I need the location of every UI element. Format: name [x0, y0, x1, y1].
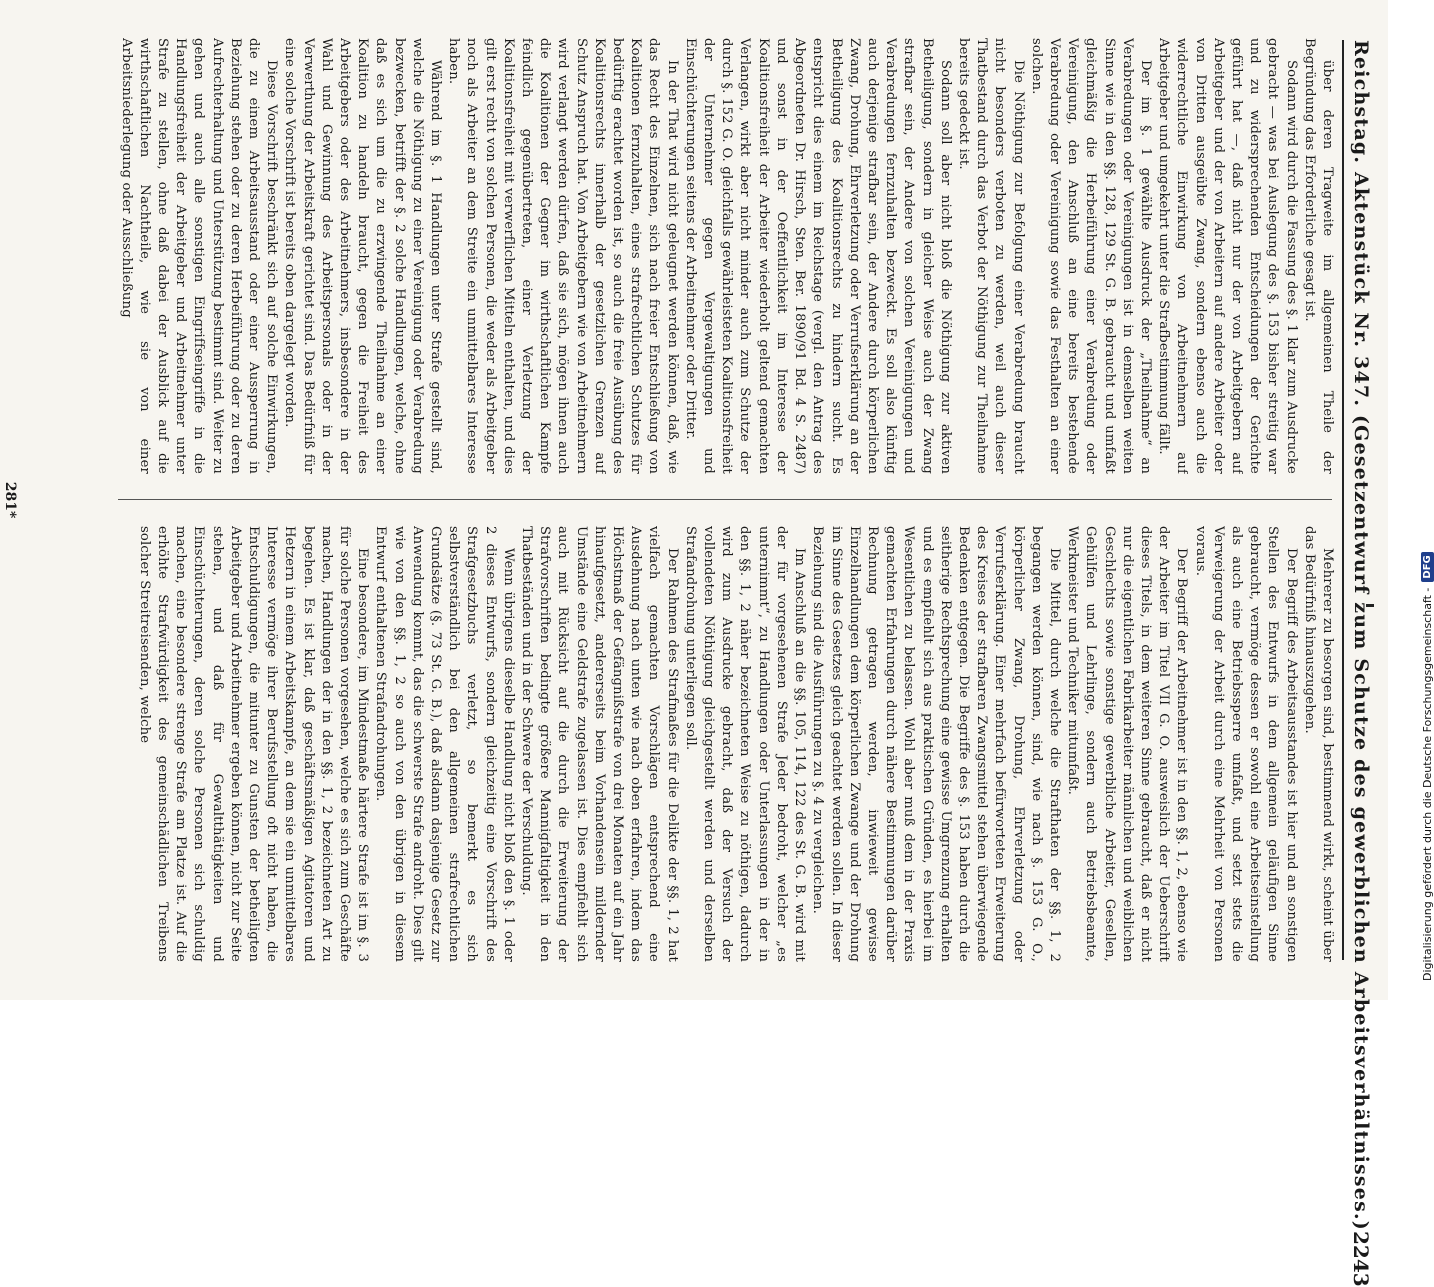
printer-signature: 281* [2, 481, 18, 519]
paragraph: Sodann soll aber nicht bloß die Nöthigung zur aktiven Betheiligung, sondern in gleicher Weise auch der Zwang strafbar sein, der Andere von solchen Vereinigungen und Verabredungen fernzuhalten bezweckt. Es soll also künftig auch derjenige strafbar sein, der Andere durch körperlichen Zwang, Drohung, Ehrverletzung oder Verrufserklärung an der Betheiligung des Koalitionsrechts zu hindern sucht. Es entspricht dies einem im Reichstage (vergl. den Antrag des Abgeordneten Dr. Hirsch, Sten. Ber. 1890/91 Bd. 4 S. 2487) und sonst in der Oeffentlichkeit im Interesse der Koalitionsfreiheit der Arbeiter wiederholt geltend gemachten Verlangen, wirkt aber nicht minder auch zum Schutze der durch §. 152 G. O. gleichfalls gewährleisteten Koalitionsfreiheit der Unternehmer gegen Vergewaltigungen und Einschüchterungen seitens der Arbeitnehmer oder Dritter. [682, 38, 953, 474]
page-number: 2243 [1349, 1231, 1373, 1287]
paragraph: Mehrerer zu besorgen sind, bestimmend wirkt, scheint über das Bedürfniß hinauszugehen. [1301, 526, 1335, 962]
column-divider [118, 499, 1332, 500]
digitization-watermark [1396, 0, 1434, 1000]
paragraph: Der Rahmen des Strafmaßes für die Delikte der §§. 1, 2 hat vielfach gemachten Vorschlägen entsprechend eine Ausdehnung nach unten wie nach oben erfahren, indem das Höchstmaß der Gefängnißstrafe von drei Monaten auf ein Jahr hinaufgesetzt, andererseits beim Vorhandensein mildernder Umstände eine Geldstrafe zugelassen ist. Dies empfiehlt sich auch mit Rücksicht auf die durch die Erweiterung der Strafvorschriften bedingte größere Mannigfaltigkeit in den Thatbeständen und in der Schwere der Verschuldung. [519, 526, 680, 962]
paragraph: über deren Tragweite im allgemeinen Theile der Begründung das Erforderliche gesagt ist. [1301, 38, 1335, 474]
text-column-left [36, 38, 1336, 474]
paragraph: Während im §. 1 Handlungen unter Strafe gestellt sind, welche die Nöthigung zu einer Vereinigung oder Verabredung bezwecken, betrifft der §. 2 solche Handlungen, welche, ohne daß es sich um die zu erzwingende Theilnahme an einer Koalition zu handeln braucht, gegen die Freiheit des Arbeitgebers oder des Arbeitnehmers, insbesondere in der Wahl und Gewinnung des Arbeitspersonals oder in der Verwerthung der Arbeitskraft gerichtet sind. Das Bedürfniß für eine solche Vorschrift ist bereits oben dargelegt worden. [282, 38, 444, 474]
paragraph: Wenn übrigens dieselbe Handlung nicht bloß den §. 1 oder 2 dieses Entwurfs, sondern gleichzeitig eine Vorschrift des Strafgesetzbuchs verletzt, so bemerkt es sich selbstverständlich bei den allgemeinen strafrechtlichen Grundsätze (§. 73 St. G. B.), daß alsdann dasjenige Gesetz zur Anwendung kommt, das die schwerste Strafe androht. Dies gilt wie von den §§. 1, 2 so auch von den übrigen in diesem Entwurf enthaltenen Strafandrohungen. [373, 526, 516, 962]
paragraph: Diese Vorschrift beschränkt sich auf solche Einwirkungen, die zu einem Arbeitsausstand oder einer Aussperrung in Beziehung stehen oder zu deren Herbeiführung oder zu deren Aufrechterhaltung und Unterstützung bestimmt sind. Weiter zu gehen und auch alle sonstigen Eingriffseingriffe in die Handlungsfreiheit der Arbeitgeber und Arbeitnehmer unter Strafe zu stellen, ohne daß dabei der Ausblick auf die wirthschaftlichen Nachtheile, wie sie von einer Arbeitsniederlegung oder Ausschließung [118, 38, 280, 474]
paragraph: Eine besondere, im Mindestmaße härtere Strafe ist im §. 3 für solche Personen vorgesehen, welche es sich zum Geschäfte machen, Handlungen der in den §§. 1, 2 bezeichneten Art zu begehen. Es ist klar, daß geschäftsmäßigen Agitatoren und Hetzern in einem Arbeitskampfe, an dem sie ein unmittelbares Interesse vermöge ihrer Berufsstellung oft nicht haben, die Entschuldigungen, die mitunter zu Gunsten der betheiligten Arbeitgeber und Arbeitnehmer ergeben können, nicht zur Seite stehen, und daß für Gewaltthätigkeiten und Einschüchterungen, deren solche Personen sich schuldig machen, eine besondere strenge Strafe am Platze ist. Auf die erhöhte Strafwürdigkeit des gemeinschädlichen Treibens solcher Streitreisenden, welche [136, 526, 371, 962]
watermark-text: Digitalisierung gefördert durch die Deutsche Forschungsgemeinschaft - [1421, 587, 1434, 981]
paragraph: Der Begriff der Arbeitnehmer ist in den §§. 1, 2, ebenso wie der Arbeiter im Titel VII G. O. ausweislich der Ueberschrift dieses Titels, in dem weiteren Sinne gebraucht, daß er nicht nur die eigentlichen Fabrikarbeiter männlichen und weiblichen Geschlechts sowie sonstige gewerbliche Arbeiter, Gesellen, Gehülfen und Lehrlinge, sondern auch Betriebsbeamte, Werkmeister und Techniker mitumfaßt. [1065, 526, 1190, 962]
running-title: Reichstag. Aktenstück Nr. 347. (Gesetzentwurf zum Schutze des gewerblichen Arbeitsverhältnisses.) [1350, 40, 1372, 1231]
paragraph: Die Mittel, durch welche die Strafthaten der §§. 1, 2 begangen werden können, sind, wie nach §. 153 G. O., körperlicher Zwang, Drohung, Ehrverletzung oder Verrufserklärung. Einer mehrfach befürworteten Erweiterung des Kreises der strafbaren Zwangsmittel stehen überwiegende Bedenken entgegen. Die Begriffe des §. 153 haben durch die seitherige Rechtsprechung eine gewisse Umgrenzung erhalten und es empfiehlt sich aus praktischen Gründen, es hierbei im Wesentlichen zu belassen. Wohl aber muß dem in der Praxis gemachten Erfahrungen durch nähere Bestimmungen darüber Rechnung getragen werden, inwieweit gewisse Einzelhandlungen dem körperlichen Zwange und der Drohung im Sinne des Gesetzes gleich geachtet werden sollen. In dieser Beziehung sind die Ausführungen zu §. 4 zu vergleichen. [810, 526, 1062, 962]
paragraph: Im Anschluß an die §§. 105, 114, 122 des St. G. B. wird mit der für vorgesehenen Strafe Jeder bedroht, welcher „es unternimmt“, zu Handlungen oder Unterlassungen in der in den §§. 1, 2 näher bezeichneten Weise zu nöthigen, dadurch wird zum Ausdrucke gebracht, daß der Versuch der vollendeten Nöthigung gleichgestellt werden und derselben Strafandrohung unterliegen soll. [682, 526, 808, 962]
text-column-right [36, 526, 1336, 962]
paragraph: Sodann wird durch die Fassung des §. 1 klar zum Ausdrucke gebracht — was bei Auslegung des §. 153 bisher streitig war und zu widersprechenden Entscheidungen der Gerichte geführt hat —, daß nicht nur der von Arbeitgebern auf Arbeitgeber und der von Arbeitern auf andere Arbeiter oder von Dritten ausgeübte Zwang, sondern ebenso auch die widerrechtliche Einwirkung von Arbeitnehmern auf Arbeitgeber und umgekehrt unter die Strafbestimmung fällt. [1156, 38, 1299, 474]
dfg-logo-icon: DFG [1421, 552, 1434, 581]
paragraph: In der That wird nicht geleugnet werden können, daß, wie das Recht des Einzelnen, sich nach freier Entschließung von Koalitionen fernzuhalten, eines strafrechtlichen Schutzes für bedürftig erachtet worden ist, so auch die freie Ausübung des Koalitionsrechts innerhalb der gesetzlichen Grenzen auf Schutz Anspruch hat. Von Arbeitgebern wie von Arbeitnehmern wird verlangt werden dürfen, daß sie sich, mögen ihnen auch die Koalitionen der Gegner im wirthschaftlichen Kampfe feindlich gegenübertreten, einer Verletzung der Koalitionsfreiheit mit verwerflichen Mitteln enthalten, und dies gilt erst recht von solchen Personen, die weder als Arbeitgeber noch als Arbeiter an dem Streite ein unmittelbares Interesse haben. [446, 38, 680, 474]
paragraph: Der Begriff des Arbeitsausstandes ist hier und an sonstigen Stellen des Entwurfs in dem allgemein geläufigen Sinne gebraucht, vermöge dessen er sowohl eine Arbeitseinstellung als auch eine Betriebssperre umfaßt, und setzt stets die Verweigerung der Arbeit durch eine Mehrheit von Personen voraus. [1192, 526, 1299, 962]
paragraph: Der im §. 1 gewählte Ausdruck der „Theilnahme“ an Verabredungen oder Vereinigungen ist in demselben weiten Sinne wie in den §§. 128, 129 St. G. B. gebraucht und umfaßt gleichmäßig die Herbeiführung einer Verabredung oder Vereinigung, den Anschluß an eine bereits bestehende Verabredung oder Vereinigung sowie das Festhalten an einer solchen. [1028, 38, 1153, 474]
paragraph: Die Nöthigung zur Befolgung einer Verabredung braucht nicht besonders verboten zu werden, weil auch dieser Thatbestand durch das Verbot der Nöthigung zur Theilnahme bereits gedeckt ist. [955, 38, 1026, 474]
page-header [1342, 40, 1378, 1287]
